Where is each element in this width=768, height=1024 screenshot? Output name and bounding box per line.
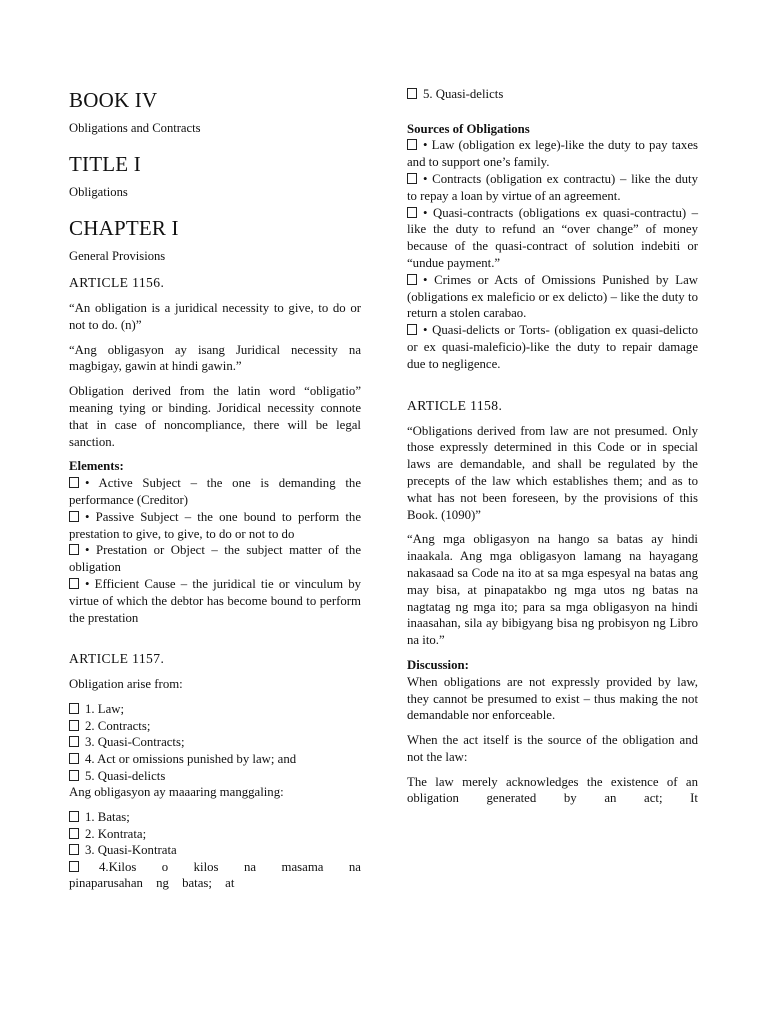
- elements-list: [69, 475, 361, 626]
- list-item: 2. Contracts;: [69, 718, 361, 735]
- checkbox-glyph-icon: [407, 139, 417, 150]
- checkbox-glyph-icon: [407, 324, 417, 335]
- chapter-heading: CHAPTER I: [69, 216, 179, 240]
- book-subtitle: Obligations and Contracts: [69, 121, 201, 135]
- article-1158-quote-en: “Obligations derived from law are not presumed. Only those expressly determined in this Code or in special laws are demandable, and shall be regulated by the precepts of the law which establishes them; and as to what has not been foreseen, by the provisions of this Book. (1090)”: [407, 423, 698, 522]
- list-item: • Law (obligation ex lege)-like the duty to pay taxes and to support one’s family.: [407, 138, 698, 170]
- discussion-heading: Discussion:: [407, 657, 469, 672]
- checkbox-glyph-icon: [69, 811, 79, 822]
- list-item: 4.Kilos o kilos na masama na pinaparusahan ng batas; at: [69, 859, 361, 891]
- list-item: 1. Batas;: [69, 809, 361, 826]
- sources-heading: Sources of Obligations: [407, 121, 530, 136]
- list-item: • Efficient Cause – the juridical tie or vinculum by virtue of which the debtor has become bound to perform the prestation: [69, 576, 361, 625]
- article-1157-intro-fil: Ang obligasyon ay maaaring manggaling:: [69, 785, 284, 800]
- title-subtitle: Obligations: [69, 185, 128, 199]
- checkbox-glyph-icon: [69, 770, 79, 781]
- checkbox-glyph-icon: [69, 720, 79, 731]
- checkbox-glyph-icon: [69, 578, 79, 589]
- list-item: 5. Quasi-delicts: [69, 768, 361, 785]
- list-item: • Active Subject – the one is demanding the performance (Creditor): [69, 476, 361, 507]
- list-item: 3. Quasi-Contracts;: [69, 734, 361, 751]
- checkbox-glyph-icon: [69, 753, 79, 764]
- article-1157-heading: ARTICLE 1157.: [69, 651, 165, 667]
- list-item: • Contracts (obligation ex contractu) – like the duty to repay a loan by virtue of an agreement.: [407, 171, 698, 203]
- checkbox-glyph-icon: [407, 173, 417, 184]
- article-1156-explanation: Obligation derived from the latin word “obligatio” meaning tying or binding. Joridical necessity connote that in case of noncompliance, there will be legal sanction.: [69, 384, 361, 449]
- sources-fil-list: [69, 809, 361, 892]
- checkbox-glyph-icon: [407, 274, 417, 285]
- checkbox-glyph-icon: [69, 736, 79, 747]
- list-item: • Quasi-delicts or Torts- (obligation ex quasi-delicto or ex quasi-maleficio)-like the duty to repair damage due to negligence.: [407, 323, 698, 371]
- discussion-paragraph-1: When obligations are not expressly provided by law, they cannot be presumed to exist – thus making the not demandable nor enforceable.: [407, 674, 698, 723]
- left-column: [69, 86, 361, 892]
- checkbox-glyph-icon: [69, 544, 79, 555]
- article-1158-heading: ARTICLE 1158.: [407, 397, 503, 413]
- book-title: BOOK IV: [69, 88, 158, 112]
- article-1156-quote-fil: “Ang obligasyon ay isang Juridical necessity na magbigay, gawin at hindi gawin.”: [69, 342, 361, 374]
- checkbox-glyph-icon: [69, 703, 79, 714]
- sources-list: [407, 137, 698, 372]
- list-item: • Passive Subject – the one bound to perform the prestation to give, to give, to do or not to do: [69, 509, 361, 541]
- list-item: • Quasi-contracts (obligations ex quasi-contractu) – like the duty to refund an “over change” of money because of the quasi-contract of solution indebiti or “undue payment.”: [407, 205, 698, 270]
- list-item: 5. Quasi-delicts: [407, 86, 698, 103]
- checkbox-glyph-icon: [69, 477, 79, 488]
- article-1158-quote-fil: “Ang mga obligasyon na hango sa batas ay hindi inaakala. Ang mga obligasyon lamang na hayagang nakasaad sa Code na ito at sa mga espesyal na batas ang may bisa, at pinapatakbo ng mga utos ng batas na nagtatag ng mga ito; para sa mga obligasyon na hindi inaasahan, sila ay bibigyang bisa ng probisyon ng Libro na ito.”: [407, 532, 698, 648]
- discussion-paragraph-2: When the act itself is the source of the obligation and not the law:: [407, 733, 698, 764]
- right-column: [407, 86, 698, 815]
- list-item: 4. Act or omissions punished by law; and: [69, 751, 361, 768]
- checkbox-glyph-icon: [69, 861, 79, 872]
- checkbox-glyph-icon: [407, 207, 417, 218]
- sources-en-list: [69, 701, 361, 784]
- article-1157-intro: Obligation arise from:: [69, 677, 183, 692]
- list-item: 1. Law;: [69, 701, 361, 718]
- article-1156-quote-en: “An obligation is a juridical necessity to give, to do or not to do. (n)”: [69, 301, 361, 332]
- discussion-paragraph-3: The law merely acknowledges the existence of an obligation generated by an act; It: [407, 774, 698, 806]
- checkbox-glyph-icon: [69, 511, 79, 522]
- list-item: • Crimes or Acts of Omissions Punished by Law (obligations ex maleficio or ex delicto) – like the duty to return a stolen carabao.: [407, 272, 698, 321]
- list-item: • Prestation or Object – the subject matter of the obligation: [69, 543, 361, 575]
- checkbox-glyph-icon: [69, 844, 79, 855]
- title-heading: TITLE I: [69, 152, 141, 176]
- elements-heading: Elements:: [69, 459, 124, 474]
- chapter-subtitle: General Provisions: [69, 249, 166, 263]
- checkbox-glyph-icon: [407, 88, 417, 99]
- checkbox-glyph-icon: [69, 828, 79, 839]
- list-item: 3. Quasi-Kontrata: [69, 842, 361, 859]
- article-1156-heading: ARTICLE 1156.: [69, 275, 165, 290]
- list-item: 2. Kontrata;: [69, 826, 361, 843]
